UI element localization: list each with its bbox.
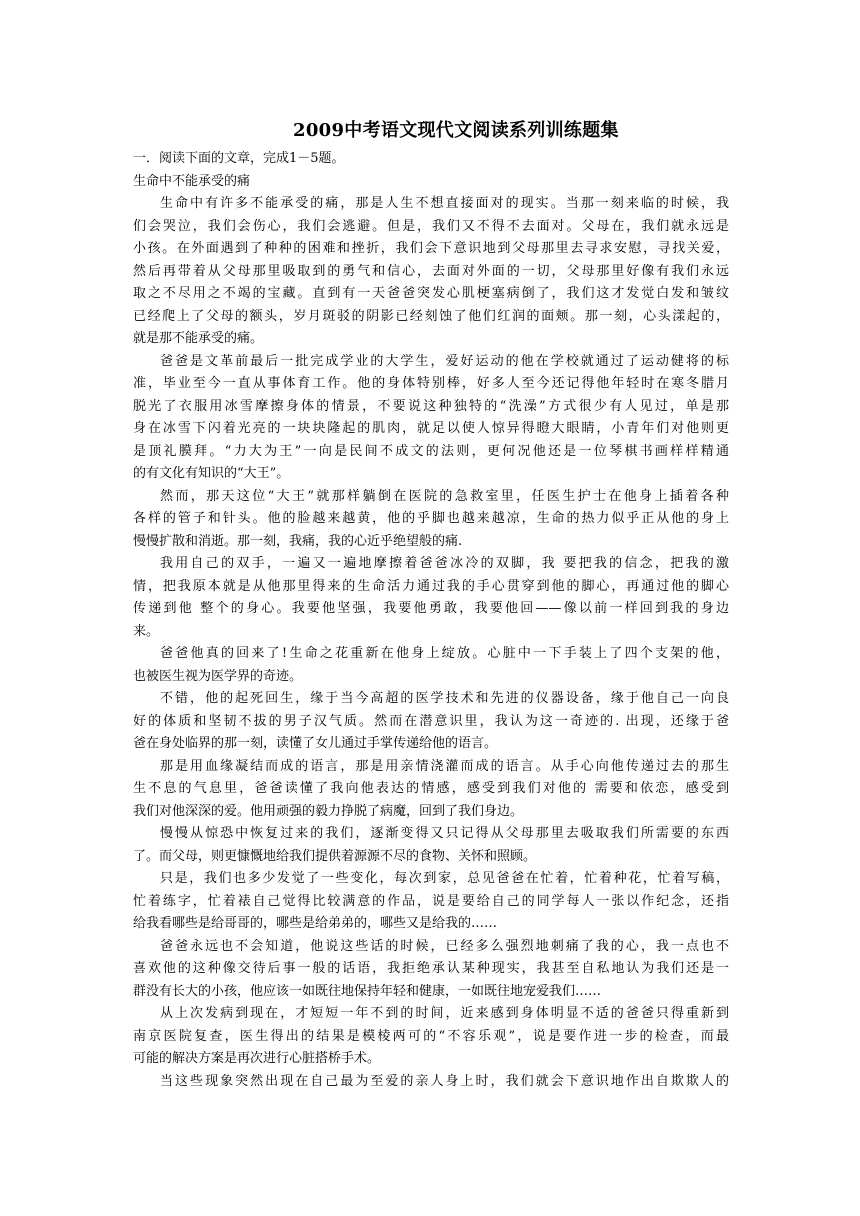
text-line: 情，把我原本就是从他那里得来的生命活力通过我的手心贯穿到他的脚心，再通过他的脚心	[133, 578, 729, 594]
text-line: 身在冰雪下闪着光亮的一块块隆起的肌肉，就足以使人惊异得瞪大眼睛，小青年们对他则更	[133, 421, 729, 436]
text-line: 取之不尽用之不竭的宝藏。直到有一天爸爸突发心肌梗塞病倒了，我们这才发觉白发和皱纹	[133, 286, 729, 301]
text-line: 然后再带着从父母那里吸取到的勇气和信心，去面对外面的一切，父母那里好像有我们永远	[133, 263, 729, 279]
text-line: 然而，那天这位“大王”就那样躺倒在医院的急救室里，任医生护士在他身上插着各种	[160, 488, 729, 504]
text-line: 爸爸他真的回来了!生命之花重新在他身上绽放。心脏中一下手装上了四个支架的他，	[160, 646, 729, 661]
text-line: 那是用血缘凝结而成的语言，那是用亲情浇灌而成的语言。从手心向他传递过去的那生	[160, 758, 729, 774]
text-line: 生命中有许多不能承受的痛，那是人生不想直接面对的现实。当那一刻来临的时候，我	[160, 196, 729, 211]
text-line: 慢慢扩散和消逝。那一刻，我痛，我的心近乎绝望般的痛.	[133, 533, 463, 549]
text-line: 不错，他的起死回生，缘于当今高超的医学技术和先进的仪器设备，缘于他自己一向良	[160, 691, 729, 706]
text-line: 爸爸永远也不会知道，他说这些话的时候，已经多么强烈地刺痛了我的心，我一点也不	[160, 938, 729, 954]
text-line: 了。而父母，则更慷慨地给我们提供着源源不尽的食物、关怀和照顾。	[133, 848, 537, 864]
text-line: 脱光了衣服用冰雪摩擦身体的情景，不要说这种独特的“洗澡”方式很少有人见过，单是那	[133, 398, 729, 414]
text-line: 生不息的气息里，爸爸读懂了我向他表达的情感，感受到我们对他的 需要和依恋，感受到	[133, 781, 729, 796]
text-line: 我们对他深深的爱。他用顽强的毅力挣脱了病魔，回到了我们身边。	[133, 803, 524, 819]
text-line: 给我看哪些是给哥哥的，哪些是给弟弟的，哪些又是给我的……	[133, 916, 498, 931]
text-line: 小孩。在外面遇到了种种的困难和挫折，我们会下意识地到父母那里去寻求安慰，寻找关爱，	[133, 241, 729, 256]
text-line: 慢慢从惊恐中恢复过来的我们，逐渐变得又只记得从父母那里去吸取我们所需要的东西	[160, 826, 729, 841]
text-line: 爸爸是文革前最后一批完成学业的大学生，爱好运动的他在学校就通过了运动健将的标	[160, 353, 729, 369]
text-line: 从上次发病到现在，才短短一年不到的时间，近来感到身体明显不适的爸爸只得重新到	[160, 1006, 729, 1021]
text-line: 爸在身处临界的那一刻，读懂了女儿通过手掌传递给他的语言。	[133, 736, 498, 751]
text-line: 来。	[133, 623, 160, 639]
text-line: 也被医生视为医学界的奇迹。	[133, 668, 303, 684]
text-line: 当这些现象突然出现在自己最为至爱的亲人身上时，我们就会下意识地作出自欺欺人的	[160, 1073, 729, 1089]
text-line: 就是那不能承受的痛。	[133, 331, 264, 346]
text-line: 可能的解决方案是再次进行心脏搭桥手术。	[133, 1051, 381, 1066]
text-line: 喜欢他的这种像交待后事一般的话语，我拒绝承认某种现实，我甚至自私地认为我们还是一	[133, 961, 729, 976]
text-line: 生命中不能承受的痛	[133, 173, 251, 189]
text-line: 好的体质和坚韧不拔的男子汉气质。然而在潜意识里，我认为这一奇迹的. 出现，还缘于爸	[133, 713, 729, 729]
text-line: 只是，我们也多少发觉了一些变化，每次到家，总见爸爸在忙着，忙着种花，忙着写稿，	[160, 871, 729, 886]
text-line: 传递到他 整个的身心。我要他坚强，我要他勇敢，我要他回——像以前一样回到我的身边	[133, 601, 729, 616]
page-title: 2009中考语文现代文阅读系列训练题集	[293, 120, 619, 141]
text-line: 的有文化有知识的“大王”。	[133, 466, 290, 481]
text-line: 一．阅读下面的文章，完成1－5题。	[133, 151, 345, 166]
text-line: 各样的管子和针头。他的脸越来越黄，他的乎脚也越来越凉，生命的热力似乎正从他的身上	[133, 511, 729, 526]
text-line: 忙着练字，忙着裱自己觉得比较满意的作品，说是要给自己的同学每人一张以作纪念，还指	[133, 893, 729, 909]
text-line: 是顶礼膜拜。“力大为王”一向是民间不成文的法则，更何况他还是一位琴棋书画样样精通	[133, 443, 729, 459]
text-line: 群没有长大的小孩，他应该一如既往地保持年轻和健康，一如既往地宠爱我们……	[133, 983, 602, 999]
text-line: 南京医院复查，医生得出的结果是模棱两可的“不容乐观”，说是要作进一步的检查，而最	[133, 1028, 729, 1044]
text-line: 已经爬上了父母的额头，岁月斑驳的阴影已经刻蚀了他们红润的面颊。那一刻，心头漾起的，	[133, 308, 729, 324]
text-line: 们会哭泣，我们会伤心，我们会逃避。但是，我们又不得不去面对。父母在，我们就永远是	[133, 218, 729, 234]
text-line: 我用自己的双手，一遍又一遍地摩擦着爸爸冰冷的双脚，我 要把我的信念，把我的激	[160, 556, 729, 571]
text-line: 准，毕业至今一直从事体育工作。他的身体特别棒，好多人至今还记得他年轻时在寒冬腊月	[133, 376, 729, 391]
article-body	[133, 148, 729, 1093]
